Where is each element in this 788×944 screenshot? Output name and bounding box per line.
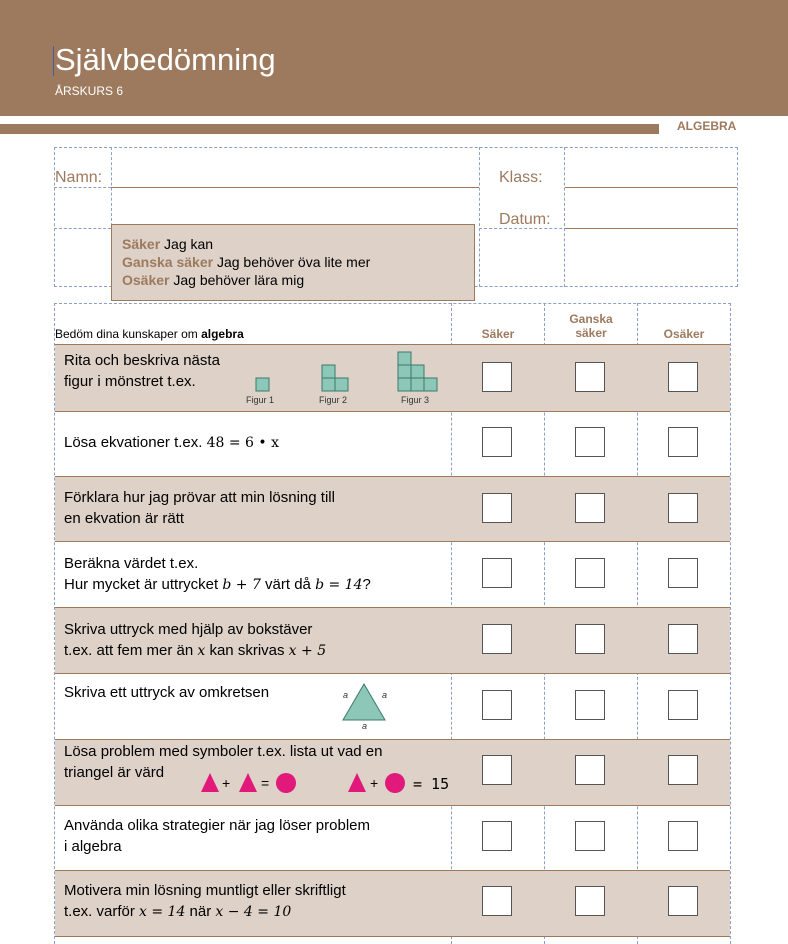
- legend-saker: Säker Jag kan: [122, 236, 214, 252]
- checkbox-osaker-row-9[interactable]: [668, 886, 698, 916]
- figure-1-label: Figur 1: [246, 395, 275, 405]
- table-row: [55, 739, 730, 805]
- legend-ganska: Ganska säker Jag behöver öva lite mer: [122, 254, 371, 270]
- row-text: Beräkna värdet t.ex. Hur mycket är uttrycket b + 7 värt då b = 14?: [64, 555, 371, 593]
- figure-2-label: Figur 2: [319, 395, 348, 405]
- checkbox-osaker-row-3[interactable]: [668, 493, 698, 523]
- row-text: Förklara hur jag prövar att min lösning till en ekvation är rätt: [64, 489, 335, 527]
- row-text: Skriva uttryck med hjälp av bokstäver t.ex. att fem mer än x kan skrivas x + 5: [64, 621, 327, 659]
- equals-sign: =: [261, 775, 270, 791]
- checkbox-saker-row-7[interactable]: [482, 755, 512, 785]
- name-field[interactable]: [111, 187, 479, 188]
- grid-divider: [564, 147, 565, 287]
- checkbox-saker-row-4[interactable]: [482, 558, 512, 588]
- date-label: Datum:: [499, 211, 551, 228]
- name-label: Namn:: [55, 169, 103, 186]
- grid-divider: [479, 147, 480, 287]
- header-band: [0, 124, 659, 134]
- text-cursor: [53, 46, 54, 76]
- side-label: a: [362, 721, 368, 731]
- table-row: [55, 541, 730, 607]
- checkbox-osaker-row-2[interactable]: [668, 427, 698, 457]
- table-row: [55, 673, 730, 739]
- row-text: Motivera min lösning muntligt eller skriftligt t.ex. varför x = 14 när x − 4 = 10: [64, 882, 346, 920]
- legend-box: [111, 224, 475, 301]
- checkbox-saker-row-2[interactable]: [482, 427, 512, 457]
- checkbox-ganska-saker-row-9[interactable]: [575, 886, 605, 916]
- checkbox-ganska-saker-row-1[interactable]: [575, 362, 605, 392]
- checkbox-ganska-saker-row-4[interactable]: [575, 558, 605, 588]
- column-header-saker: Säker: [481, 327, 515, 341]
- checkbox-saker-row-6[interactable]: [482, 690, 512, 720]
- side-label: a: [382, 690, 388, 700]
- table-row: [55, 870, 730, 936]
- checkbox-osaker-row-8[interactable]: [668, 821, 698, 851]
- table-row: [55, 805, 730, 870]
- legend-osaker: Osäker Jag behöver lära mig: [122, 272, 305, 288]
- side-label: a: [343, 690, 349, 700]
- checkbox-ganska-saker-row-2[interactable]: [575, 427, 605, 457]
- checkbox-saker-row-3[interactable]: [482, 493, 512, 523]
- row-text: Lösa ekvationer t.ex. 48 = 6 • x: [64, 434, 279, 451]
- table-row: [55, 476, 730, 541]
- checkbox-osaker-row-1[interactable]: [668, 362, 698, 392]
- checkbox-osaker-row-4[interactable]: [668, 558, 698, 588]
- column-header-ganska: Ganska säker: [569, 312, 613, 340]
- grade-label: ÅRSKURS 6: [55, 84, 124, 98]
- plus-sign: +: [222, 775, 231, 791]
- row-text: Lösa problem med symboler t.ex. lista ut vad en triangel är värd: [64, 743, 383, 781]
- subject-label: ALGEBRA: [677, 119, 737, 133]
- checkbox-saker-row-8[interactable]: [482, 821, 512, 851]
- checkbox-osaker-row-5[interactable]: [668, 624, 698, 654]
- checkbox-ganska-saker-row-7[interactable]: [575, 755, 605, 785]
- row-text: Skriva ett uttryck av omkretsen: [64, 684, 270, 701]
- checkbox-ganska-saker-row-3[interactable]: [575, 493, 605, 523]
- page-title: Självbedömning: [55, 42, 276, 77]
- header-banner: [0, 0, 788, 116]
- plus-sign: +: [370, 775, 379, 791]
- checkbox-saker-row-1[interactable]: [482, 362, 512, 392]
- checkbox-ganska-saker-row-8[interactable]: [575, 821, 605, 851]
- table-row: [55, 607, 730, 673]
- column-header-osaker: Osäker: [663, 327, 705, 341]
- figure-3-label: Figur 3: [401, 395, 430, 405]
- class-label: Klass:: [499, 169, 543, 186]
- date-field[interactable]: [565, 228, 737, 229]
- row-text: Använda olika strategier när jag löser problem i algebra: [64, 817, 370, 855]
- checkbox-osaker-row-6[interactable]: [668, 690, 698, 720]
- checkbox-saker-row-5[interactable]: [482, 624, 512, 654]
- table-row: [55, 936, 730, 944]
- checkbox-osaker-row-7[interactable]: [668, 755, 698, 785]
- checkbox-ganska-saker-row-5[interactable]: [575, 624, 605, 654]
- equals-fifteen: = 15: [413, 775, 450, 793]
- symbol-equations: [198, 771, 418, 795]
- grid-divider: [54, 187, 111, 188]
- checkbox-ganska-saker-row-6[interactable]: [575, 690, 605, 720]
- checkbox-saker-row-9[interactable]: [482, 886, 512, 916]
- table-row: [55, 344, 730, 411]
- table-intro: Bedöm dina kunskaper om algebra: [55, 327, 244, 341]
- grid-divider: [54, 228, 111, 229]
- row-text: Rita och beskriva nästa figur i mönstret t.ex.: [64, 352, 220, 390]
- class-field[interactable]: [565, 187, 737, 188]
- table-row: [55, 411, 730, 476]
